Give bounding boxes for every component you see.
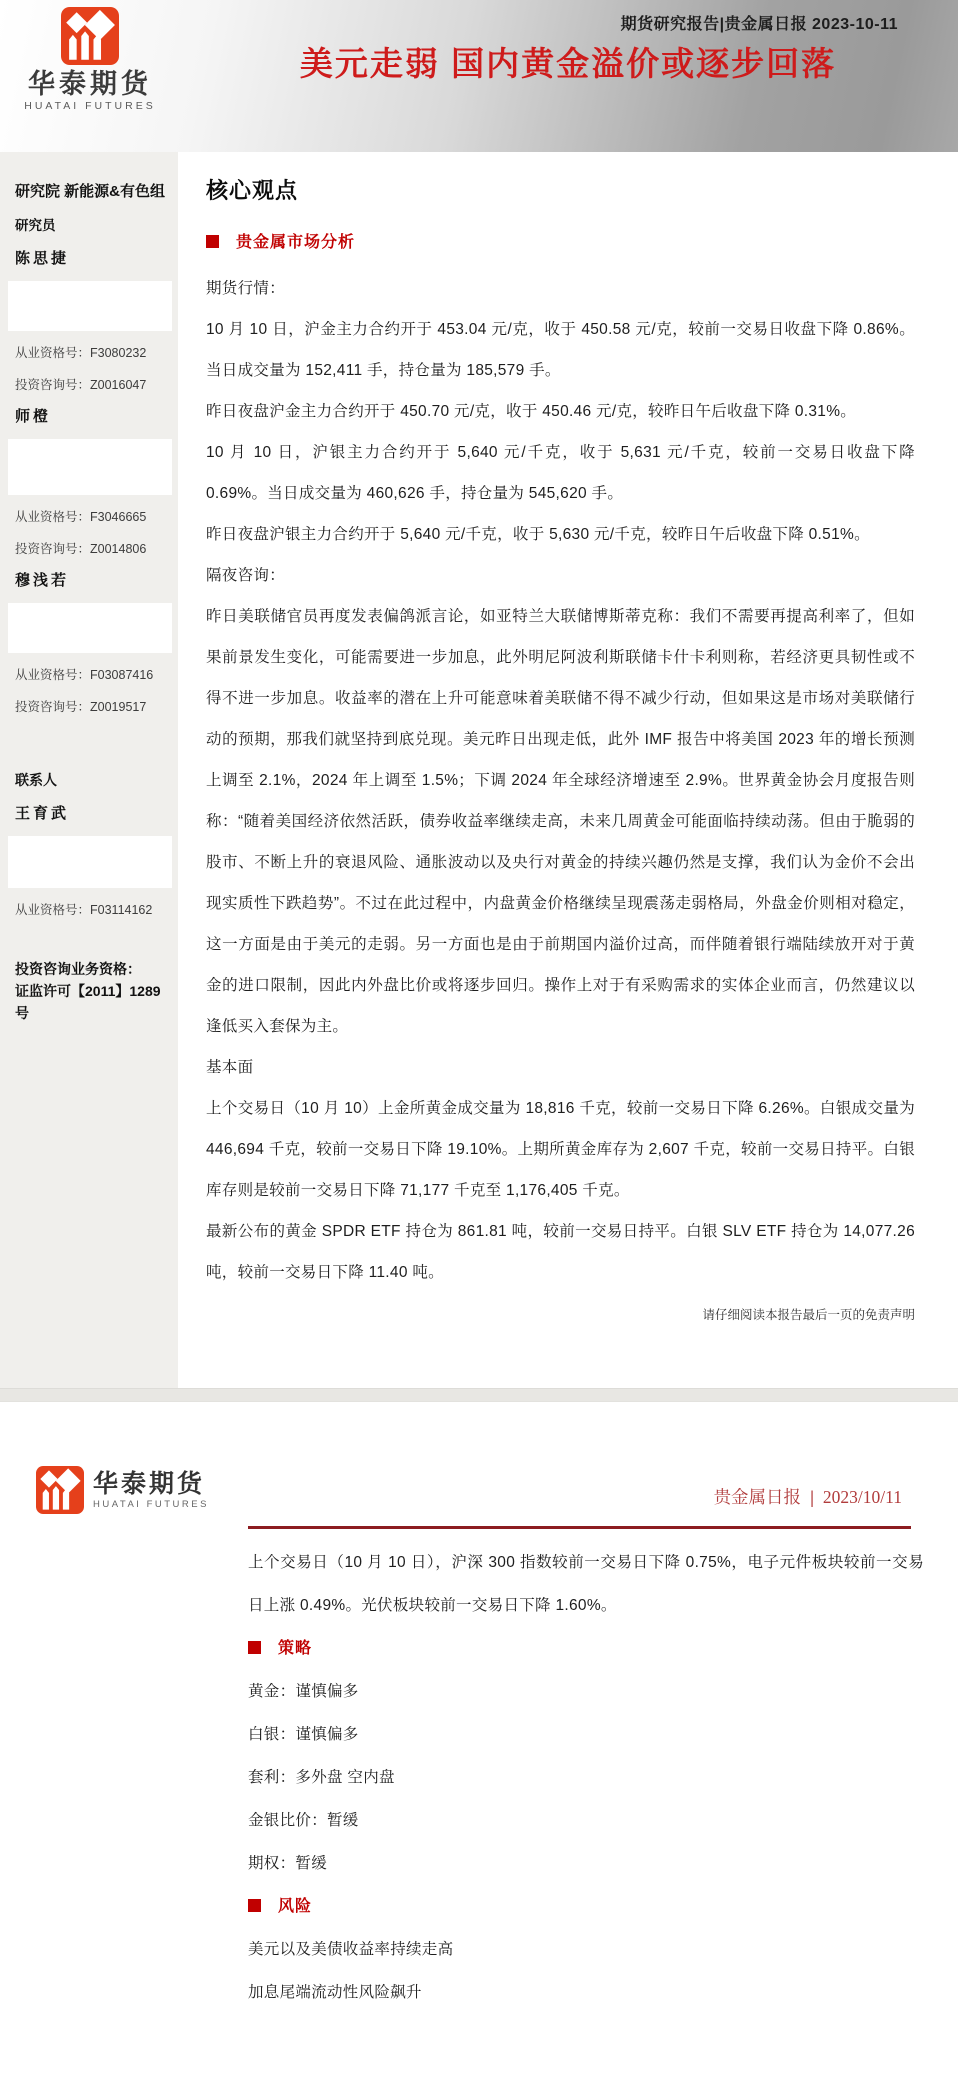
red-square-bullet-icon: [248, 1899, 261, 1912]
report-title: 美元走弱 国内黄金溢价或逐步回落: [299, 45, 837, 82]
section-title: 风险: [278, 1898, 313, 1915]
qualification-line1: 投资咨询业务资格：: [15, 961, 141, 977]
header-rule-line: [248, 1526, 911, 1529]
logo-en-text: HUATAI FUTURES: [93, 1498, 209, 1510]
page1-body: [0, 152, 958, 1388]
logo-en-text: HUATAI FUTURES: [24, 100, 156, 112]
paragraph: 上个交易日（10 月 10）上金所黄金成交量为 18,816 千克，较前一交易日下降 6.26%。白银成交量为 446,694 千克，较前一交易日下降 19.10%。上期所黄金库存为 2,607 千克，较前一交易日持平。白银库存则是较前一交易日下降 71,177 千克至 1,176,405 千克。: [206, 1100, 915, 1199]
section-strategy: [248, 1627, 924, 1670]
huatai-logo-icon: [61, 7, 119, 65]
paragraph: 隔夜咨询：: [206, 567, 286, 584]
paragraph: 10 月 10 日，沪金主力合约开于 453.04 元/克，收于 450.58 元/克，较前一交易日收盘下降 0.86%。当日成交量为 152,411 手，持仓量为 185,579 手。: [206, 321, 915, 379]
analyst-cert-number: 从业资格号：F3080232: [15, 346, 147, 360]
separator-bar: |: [810, 1487, 814, 1507]
company-logo: [14, 7, 166, 113]
strategy-item: 期权：暂缓: [248, 1855, 328, 1872]
risk-item: 美元以及美债收益率持续走高: [248, 1941, 454, 1958]
paragraph: 最新公布的黄金 SPDR ETF 持仓为 861.81 吨，较前一交易日持平。白银 SLV ETF 持仓为 14,077.26 吨，较前一交易日下降 11.40 吨。: [206, 1223, 915, 1281]
page1-main-content: [178, 152, 958, 1388]
paragraph: 10 月 10 日，沪银主力合约开于 5,640 元/千克，收于 5,631 元/千克，较前一交易日收盘下降 0.69%。当日成交量为 460,626 手，持仓量为 545,620 手。: [206, 444, 915, 502]
section-precious-metals: [206, 222, 915, 264]
strategy-item: 金银比价：暂缓: [248, 1812, 359, 1829]
analyst-advisory-number: 投资咨询号：Z0014806: [15, 542, 147, 556]
analyst-advisory-number: 投资咨询号：Z0019517: [15, 700, 147, 714]
section-risk: [248, 1885, 924, 1928]
core-view-heading: 核心观点: [206, 178, 299, 203]
doc-name: 贵金属日报: [713, 1487, 802, 1507]
doc-date: 2023/10/11: [822, 1487, 902, 1507]
paragraph: 昨日美联储官员再度发表偏鸽派言论，如亚特兰大联储博斯蒂克称：我们不需要再提高利率了，但如果前景发生变化，可能需要进一步加息，此外明尼阿波利斯联储卡什卡利则称，若经济更具韧性或不得不进一步加息。收益率的潜在上升可能意味着美联储不得不减少行动，但如果这是市场对美联储行动的预期，那我们就坚持到底兑现。美元昨日出现走低，此外 IMF 报告中将美国 2023 年的增长预测上调至 2.1%，2024 年上调至 1.5%；下调 2024 年全球经济增速至 2.9%。世界黄金协会月度报告则称：“随着美国经济依然活跃，债券收益率继续走高，未来几周黄金可能面临持续动荡。但由于脆弱的股市、不断上升的衰退风险、通胀波动以及央行对黄金的持续兴趣仍然是支撑，我们认为金价不会出现实质性下跌趋势”。不过在此过程中，内盘黄金价格继续呈现震荡走弱格局，外盘金价则相对稳定，这一方面是由于美元的走弱。另一方面也是由于前期国内溢价过高，而伴随着银行端陆续放开对于黄金的进口限制，因此内外盘比价或将逐步回归。操作上对于有采购需求的实体企业而言，仍然建议以逢低买入套保为主。: [206, 608, 915, 1035]
page2-content: [248, 1541, 924, 2014]
paragraph: 上个交易日（10 月 10 日），沪深 300 指数较前一交易日下降 0.75%，电子元件板块较前一交易日上涨 0.49%。光伏板块较前一交易日下降 1.60%。: [248, 1554, 924, 1614]
red-square-bullet-icon: [206, 235, 219, 248]
analyst-cert-number: 从业资格号：F03087416: [15, 668, 154, 682]
department-label: 研究院 新能源&有色组: [15, 183, 166, 200]
redacted-contact-box: [8, 603, 172, 653]
huatai-logo-icon: [36, 1466, 84, 1514]
logo-cn-text: 华泰期货: [93, 1469, 206, 1498]
analyst-name: 穆浅若: [15, 572, 70, 589]
disclaimer-footnote: 请仔细阅读本报告最后一页的免责声明: [702, 1308, 915, 1322]
risk-item: 加息尾端流动性风险飙升: [248, 1984, 422, 2001]
analyst-sidebar: [0, 152, 178, 1388]
contact-label: 联系人: [15, 772, 57, 788]
strategy-item: 黄金：谨慎偏多: [248, 1683, 359, 1700]
analyst-advisory-number: 投资咨询号：Z0016047: [15, 378, 147, 392]
qualification-note: [15, 958, 165, 1024]
section-title: 贵金属市场分析: [236, 234, 356, 251]
paragraph: 昨日夜盘沪银主力合约开于 5,640 元/千克，收于 5,630 元/千克，较昨日午后收盘下降 0.51%。: [206, 526, 870, 543]
strategy-item: 白银：谨慎偏多: [248, 1726, 359, 1743]
redacted-contact-box: [8, 439, 172, 495]
role-label: 研究员: [15, 218, 56, 233]
analyst-name: 师橙: [15, 408, 52, 425]
paragraph: 昨日夜盘沪金主力合约开于 450.70 元/克，收于 450.46 元/克，较昨日午后收盘下降 0.31%。: [206, 403, 857, 420]
contact-name: 王育武: [15, 805, 70, 822]
page-divider: [0, 1388, 958, 1402]
analyst-name: 陈思捷: [15, 250, 70, 267]
strategy-item: 套利：多外盘 空内盘: [248, 1769, 395, 1786]
company-logo-small: [36, 1466, 209, 1514]
report-type-label: 期货研究报告|贵金属日报 2023-10-11: [620, 16, 898, 33]
page2: [0, 1402, 958, 2086]
page1-header-banner: [0, 0, 958, 152]
redacted-contact-box: [8, 836, 172, 888]
paragraph: 基本面: [206, 1059, 254, 1076]
logo-cn-text: 华泰期货: [28, 69, 152, 99]
page2-doc-header: [714, 1484, 902, 1509]
red-square-bullet-icon: [248, 1641, 261, 1654]
qualification-line2: 证监许可【2011】1289 号: [15, 983, 161, 1021]
analyst-cert-number: 从业资格号：F3046665: [15, 510, 147, 524]
redacted-contact-box: [8, 281, 172, 331]
section-title: 策略: [278, 1640, 313, 1657]
paragraph: 期货行情：: [206, 280, 286, 297]
contact-cert-number: 从业资格号：F03114162: [15, 903, 153, 917]
